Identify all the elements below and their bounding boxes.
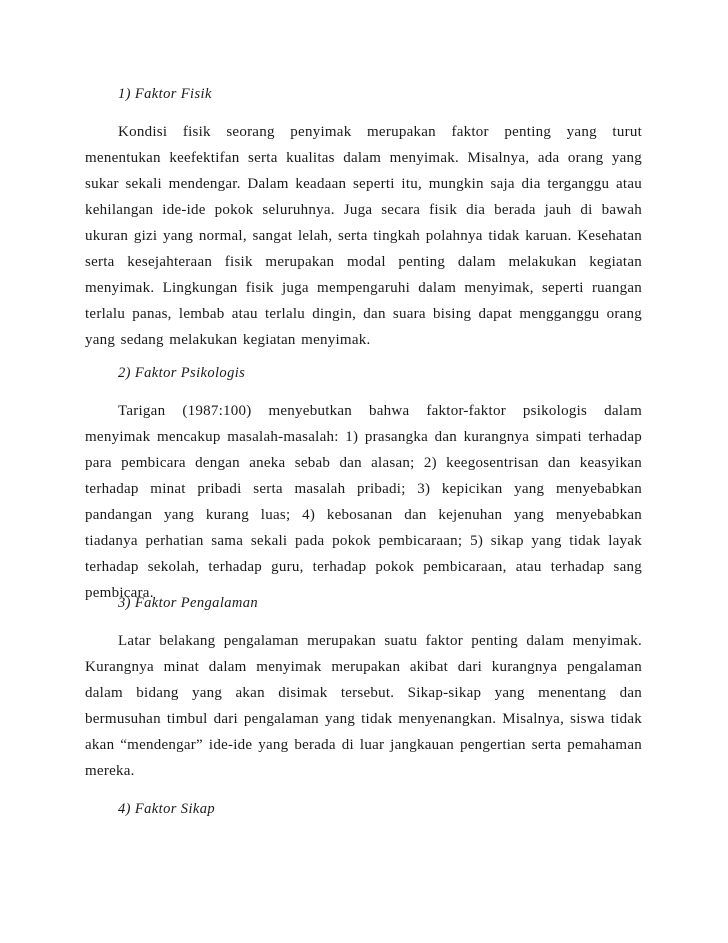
section-paragraph: Kondisi fisik seorang penyimak merupakan faktor penting yang turut menentukan keefektifan serta kualitas dalam menyimak. Misalnya, ada orang yang sukar sekali mendengar. Dalam keadaan seperti itu, mungkin saja dia terganggu atau kehilangan ide-ide pokok seluruhnya. Juga secara fisik dia berada jauh di bawah ukuran gizi yang normal, sangat lelah, serta tingkah polahnya tidak karuan. Kesehatan serta kesejahteraan fisik merupakan modal penting dalam melakukan kegiatan menyimak. Lingkungan fisik juga mempengaruhi dalam menyimak, seperti ruangan terlalu panas, lembab atau terlalu dingin, dan suara bising dapat mengganggu orang yang sedang melakukan kegiatan menyimak. [85,124,642,348]
section-heading: 1) Faktor Fisik [118,86,212,102]
section-faktor-sikap-heading-block [85,800,642,818]
section-paragraph: Tarigan (1987:100) menyebutkan bahwa faktor-faktor psikologis dalam menyimak mencakup masalah-masalah: 1) prasangka dan kurangnya simpati terhadap para pembicara dengan aneka sebab dan alasan; 2) keegosentrisan dan keasyikan terhadap minat pribadi serta masalah pribadi; 3) kepicikan yang menyebabkan pandangan yang kurang luas; 4) kebosanan dan kejenuhan yang menyebabkan tiadanya perhatian sama sekali pada pokok pembicaraan; 5) sikap yang tidak layak terhadap sekolah, terhadap guru, terhadap pokok pembicaraan, atau terhadap sang pembicara. [85,403,642,601]
section-faktor-pengalaman-heading-block [85,594,642,612]
section-heading: 3) Faktor Pengalaman [118,595,259,611]
section-paragraph: Latar belakang pengalaman merupakan suatu faktor penting dalam menyimak. Kurangnya minat dalam menyimak merupakan akibat dari kurangnya pengalaman dalam bidang yang akan disimak tersebut. Sikap-sikap yang menentang dan bermusuhan timbul dari pengalaman yang tidak menyenangkan. Misalnya, siswa tidak akan “mendengar” ide-ide yang berada di luar jangkauan pengertian serta pemahaman mereka. [85,633,642,779]
section-faktor-fisik-heading-block [85,85,642,103]
section-faktor-psikologis-heading-block [85,364,642,382]
section-heading: 2) Faktor Psikologis [118,365,246,381]
section-faktor-pengalaman-body [85,628,642,784]
section-faktor-fisik-body [85,119,642,353]
section-faktor-psikologis-body [85,398,642,606]
section-heading: 4) Faktor Sikap [118,801,216,817]
